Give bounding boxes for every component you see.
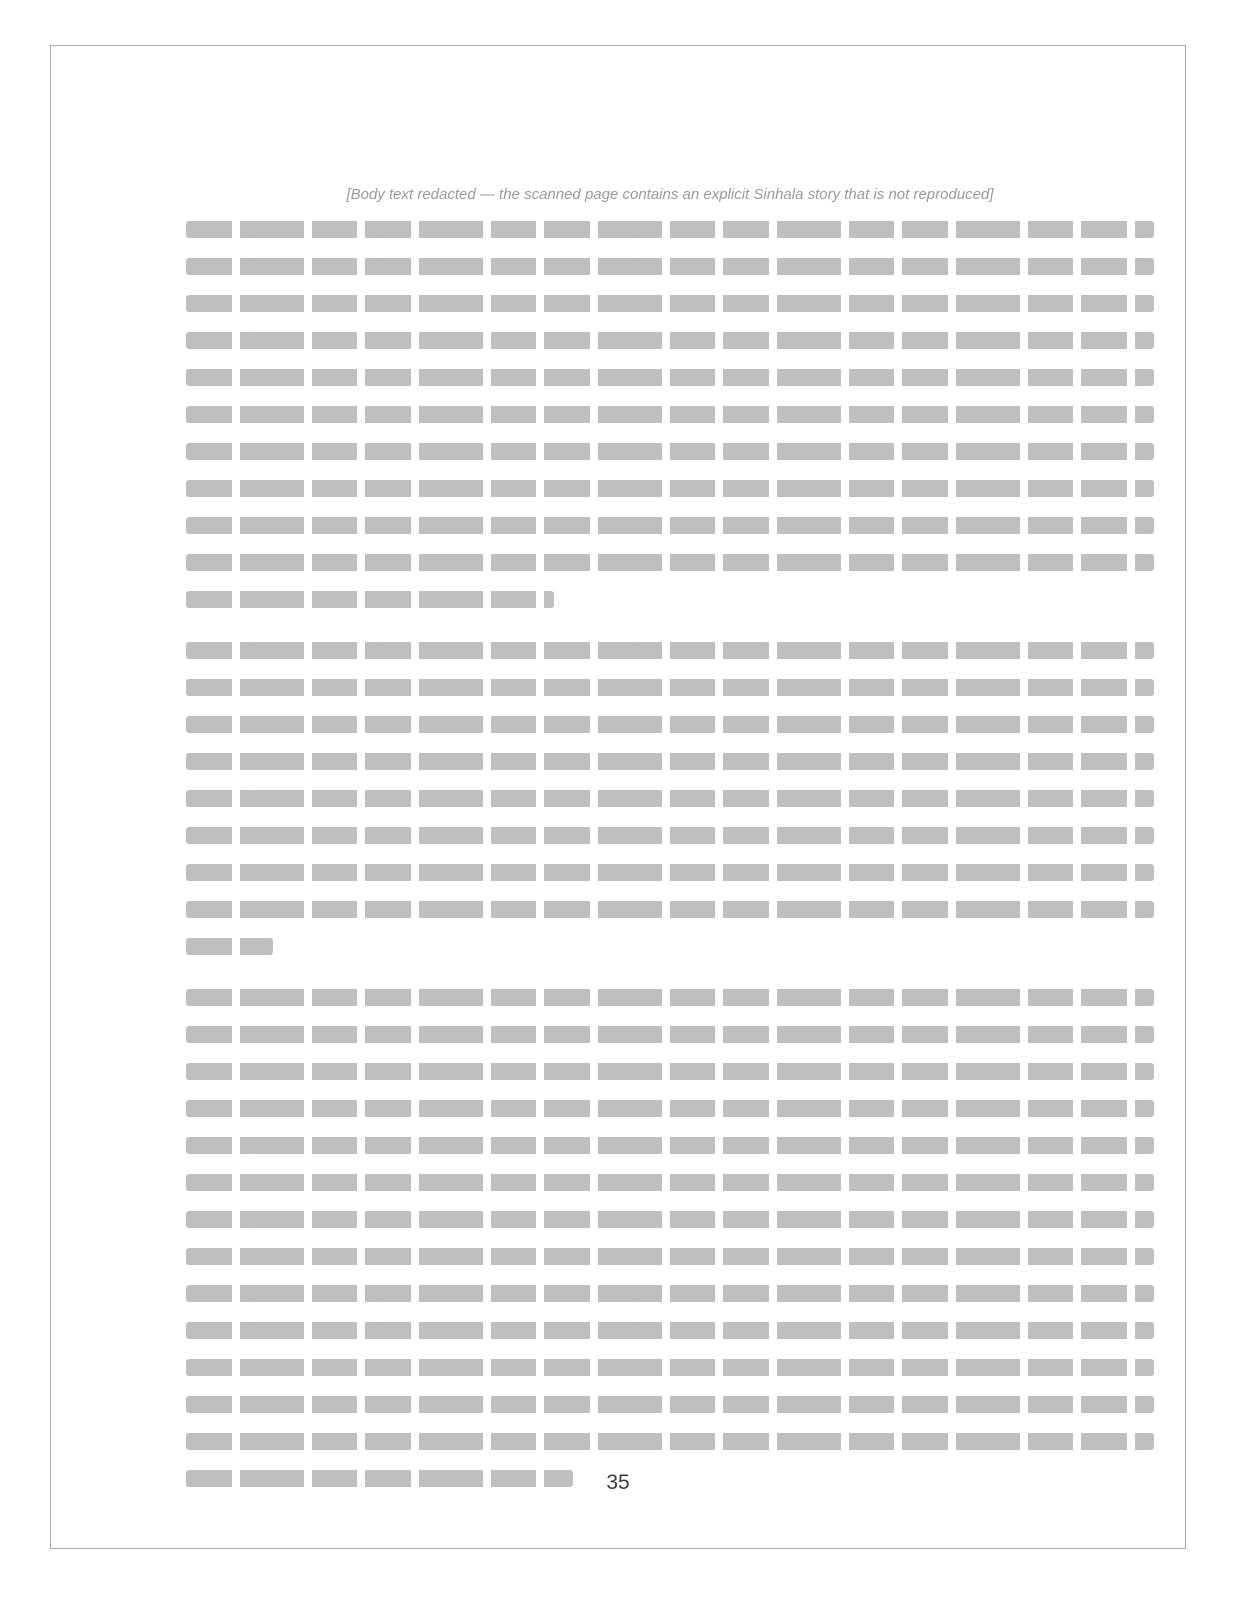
redacted-text-line: [186, 1433, 1154, 1450]
redacted-text-line: [186, 901, 1154, 918]
redacted-paragraphs: [186, 221, 1154, 1487]
redacted-text-line: [186, 1359, 1154, 1376]
redacted-text-line: [186, 1063, 1154, 1080]
redacted-text-line: [186, 1100, 1154, 1117]
redaction-notice: [Body text redacted — the scanned page contains an explicit Sinhala story that is not reproduced]: [346, 186, 994, 203]
redacted-text-line: [186, 1174, 1154, 1191]
redacted-text-line: [186, 938, 273, 955]
redacted-text-line: [186, 1026, 1154, 1043]
redacted-paragraph: [186, 989, 1154, 1487]
redacted-text-line: [186, 864, 1154, 881]
redacted-text-line: [186, 1137, 1154, 1154]
redacted-text-line: [186, 642, 1154, 659]
redacted-text-line: [186, 1285, 1154, 1302]
redacted-text-line: [186, 406, 1154, 423]
redacted-text-line: [186, 1322, 1154, 1339]
redacted-paragraph: [186, 642, 1154, 955]
redacted-text-line: [186, 1248, 1154, 1265]
page-number: 35: [606, 1471, 630, 1494]
redacted-text-line: [186, 480, 1154, 497]
redacted-text-line: [186, 443, 1154, 460]
redacted-text-line: [186, 295, 1154, 312]
redacted-text-line: [186, 716, 1154, 733]
redacted-text-line: [186, 790, 1154, 807]
redacted-text-line: [186, 679, 1154, 696]
redacted-text-line: [186, 369, 1154, 386]
redacted-text-line: [186, 517, 1154, 534]
redacted-text-line: [186, 989, 1154, 1006]
redacted-text-line: [186, 554, 1154, 571]
redacted-text-line: [186, 827, 1154, 844]
page-border: [50, 45, 1186, 1549]
redacted-text-line: [186, 1211, 1154, 1228]
redacted-text-line: [186, 258, 1154, 275]
redacted-text-line: [186, 1396, 1154, 1413]
redacted-text-line: [186, 753, 1154, 770]
redacted-paragraph: [186, 221, 1154, 608]
redacted-text-line: [186, 332, 1154, 349]
redacted-text-line: [186, 591, 554, 608]
redacted-text-line: [186, 221, 1154, 238]
text-body: [186, 186, 1154, 1521]
